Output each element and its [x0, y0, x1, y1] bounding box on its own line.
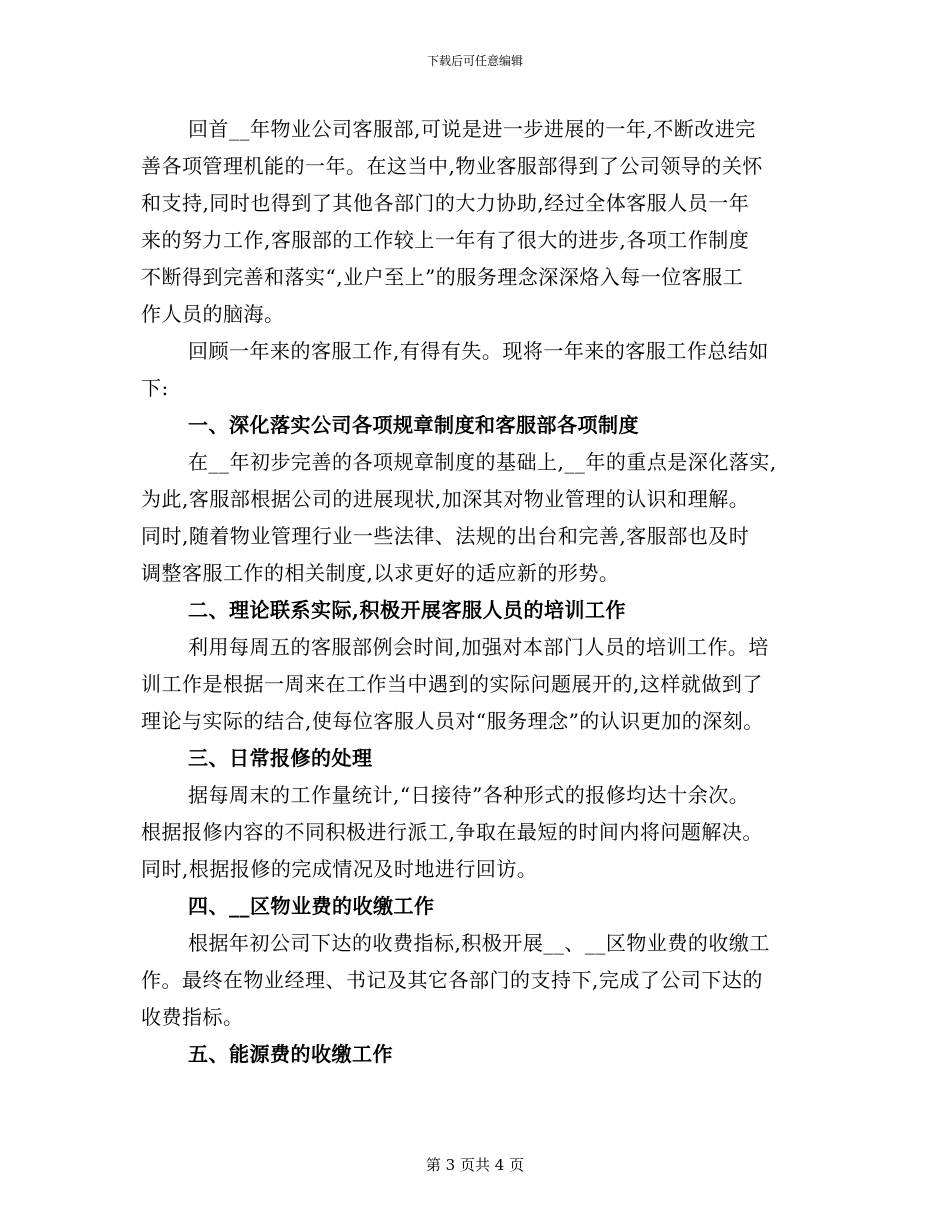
page-number: 第 3 页共 4 页 — [425, 1156, 525, 1174]
paragraph-line: 同时,根据报修的完成情况及时地进行回访。 — [141, 857, 538, 881]
paragraph-line: 据每周末的工作量统计,“日接待”各种形式的报修均达十余次。 — [188, 783, 750, 807]
paragraph-line: 理论与实际的结合,使每位客服人员对“服务理念”的认识更加的深刻。 — [141, 709, 764, 733]
section-heading-5: 五、能源费的收缴工作 — [188, 1042, 393, 1066]
paragraph-line: 回顾一年来的客服工作,有得有失。现将一年来的客服工作总结如 — [188, 339, 769, 363]
paragraph-line: 回首__年物业公司客服部,可说是进一步进展的一年,不断改进完 — [188, 117, 756, 141]
paragraph-line: 利用每周五的客服部例会时间,加强对本部门人员的培训工作。培 — [188, 635, 769, 659]
paragraph-line: 来的努力工作,客服部的工作较上一年有了很大的进步,各项工作制度 — [141, 228, 750, 252]
paragraph-line: 为此,客服部根据公司的进展现状,加深其对物业管理的认识和理解。 — [141, 487, 750, 511]
paragraph-line: 不断得到完善和落实“,业户至上”的服务理念深深烙入每一位客服工 — [141, 265, 744, 289]
paragraph-line: 作。最终在物业经理、书记及其它各部门的支持下,完成了公司下达的 — [141, 968, 763, 992]
paragraph-line: 作人员的脑海。 — [141, 302, 285, 326]
paragraph-line: 调整客服工作的相关制度,以求更好的适应新的形势。 — [141, 561, 620, 585]
section-heading-2: 二、理论联系实际,积极开展客服人员的培训工作 — [188, 598, 626, 622]
page-header: 下载后可任意编辑 — [426, 54, 523, 68]
section-heading-1: 一、深化落实公司各项规章制度和客服部各项制度 — [188, 413, 639, 437]
paragraph-line: 收费指标。 — [141, 1005, 244, 1029]
paragraph-line: 和支持,同时也得到了其他各部门的大力协助,经过全体客服人员一年 — [141, 191, 750, 215]
paragraph-line: 根据年初公司下达的收费指标,积极开展__、__区物业费的收缴工 — [188, 931, 770, 955]
paragraph-line: 根据报修内容的不同积极进行派工,争取在最短的时间内将问题解决。 — [141, 820, 763, 844]
paragraph-line: 在__年初步完善的各项规章制度的基础上,__年的重点是深化落实, — [188, 450, 777, 474]
section-heading-4: 四、__区物业费的收缴工作 — [188, 894, 435, 918]
paragraph-line: 同时,随着物业管理行业一些法律、法规的出台和完善,客服部也及时 — [141, 524, 750, 548]
section-heading-3: 三、日常报修的处理 — [188, 746, 373, 770]
paragraph-line: 善各项管理机能的一年。在这当中,物业客服部得到了公司领导的关怀 — [141, 154, 763, 178]
paragraph-line: 下: — [141, 376, 169, 400]
paragraph-line: 训工作是根据一周来在工作当中遇到的实际问题展开的,这样就做到了 — [141, 672, 763, 696]
